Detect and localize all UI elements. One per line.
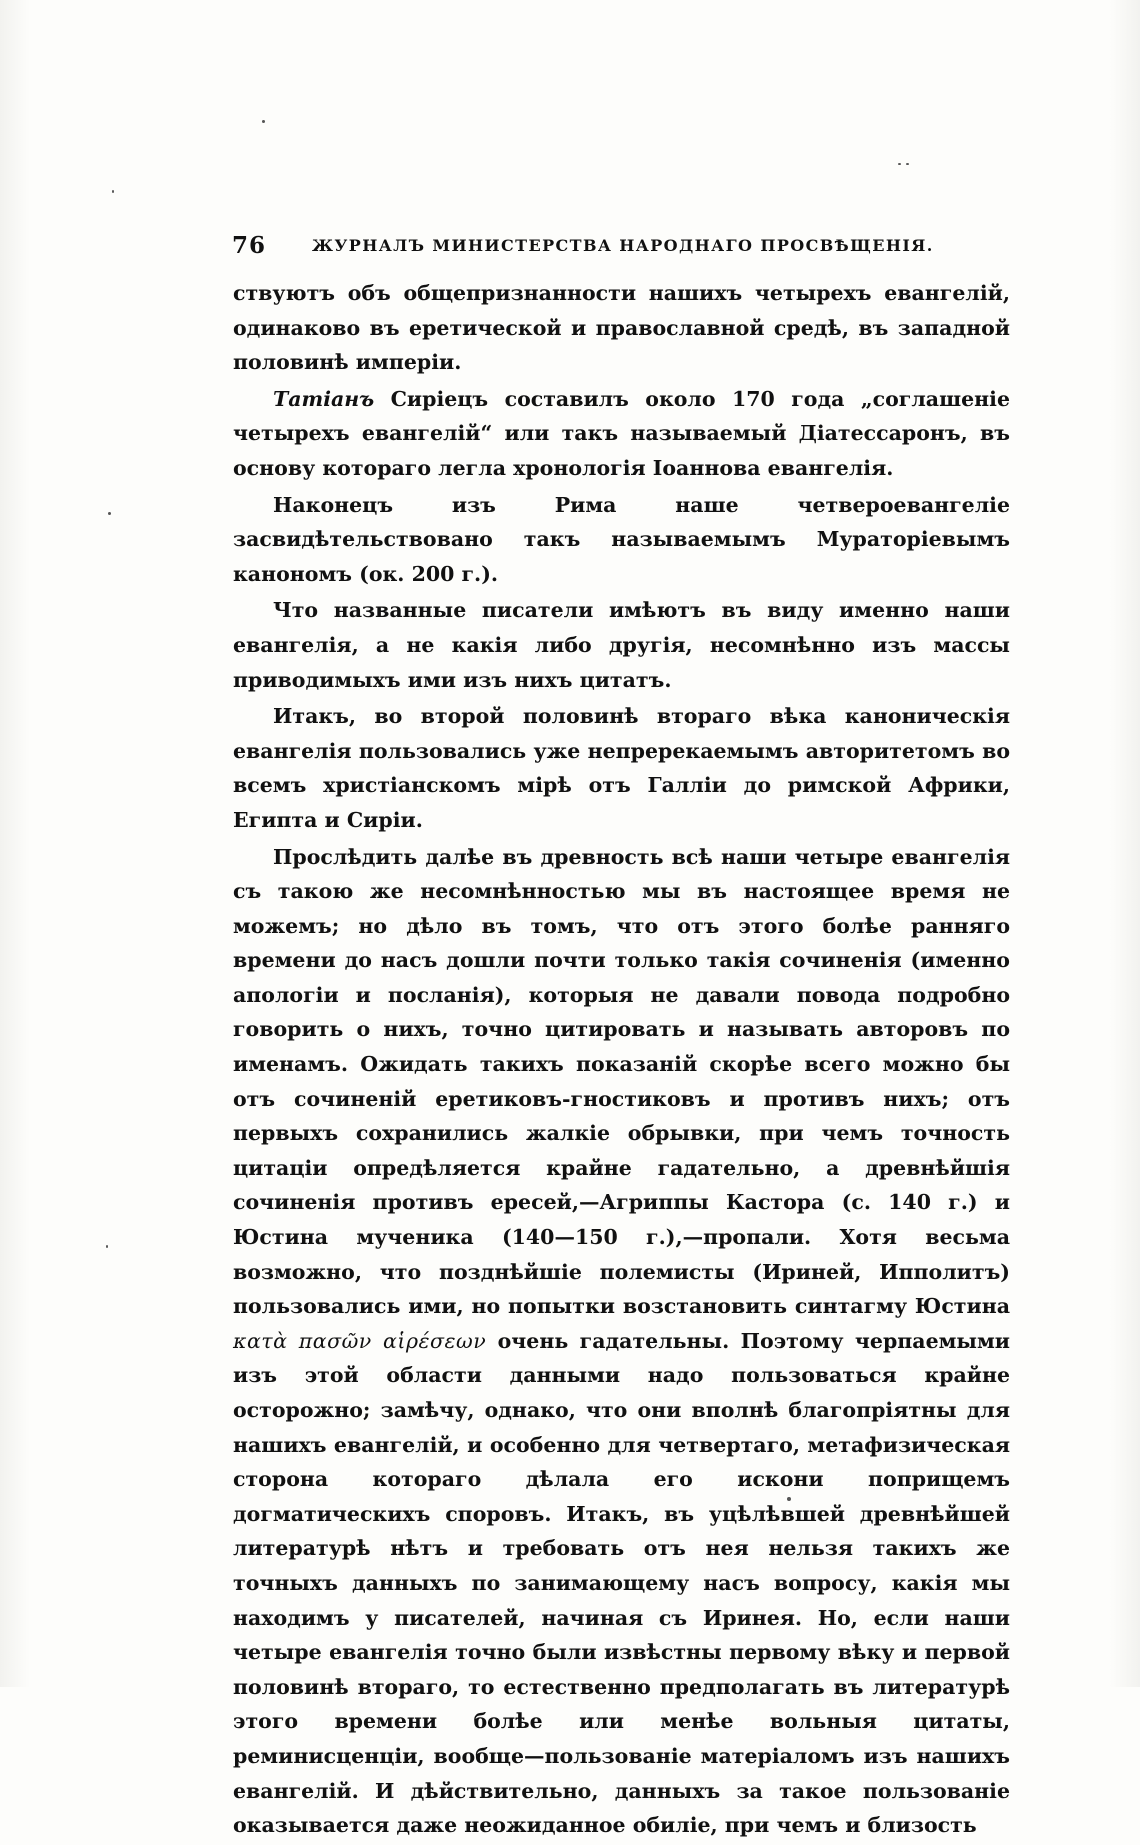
paragraph [233,840,1010,1843]
paragraph-text: очень гадательны. Поэтому черпаемыми изъ этой области данными надо пользоваться крайне осторожно; замѣчу, однако, что они вполнѣ благопріятны для нашихъ евангелій, и особенно для четвертаго, метафизическая сторона котораго дѣлала его искони поприщемъ догматическихъ споровъ. Итакъ, въ уцѣлѣвшей древнѣйшей литературѣ нѣтъ и требовать отъ нея нельзя такихъ же точныхъ данныхъ по занимающему насъ вопросу, какія мы находимъ у писателей, начиная съ Иринея. Но, если наши четыре евангелія точно были извѣстны первому вѣку и первой половинѣ втораго, то естественно предполагать въ литературѣ этого времени болѣе или менѣе вольныя цитаты, реминисценціи, вообще—пользованіе матеріаломъ изъ нашихъ евангелій. И дѣйствительно, данныхъ за такое пользованіе оказывается даже неожиданное обиліе, при чемъ и близость [233,1328,1010,1838]
scan-speck [108,512,111,515]
paragraph [233,593,1010,697]
paragraph [233,488,1010,592]
paragraph [233,276,1010,380]
paragraph-text: ствуютъ объ общепризнанности нашихъ четырехъ евангелій, одинаково въ еретической и православной средѣ, въ западной половинѣ имперіи. [233,281,1010,375]
scan-speck [898,163,901,165]
paragraph-text: Наконецъ изъ Рима наше четвероевангеліе засвидѣтельствовано такъ называемымъ Мураторіевымъ канономъ (ок. 200 г.). [233,492,1010,586]
greek-title: κατὰ πασῶν αἱρέσεων [233,1328,487,1353]
paragraph-text: Прослѣдить далѣе въ древность всѣ наши четыре евангелія съ такою же несомнѣнностью мы въ настоящее время не можемъ; но дѣло въ томъ, что отъ этого болѣе ранняго времени до насъ дошли почти только такія сочиненія (именно апологіи и посланія), которыя не давали повода подробно говорить о нихъ, точно цитировать и называть авторовъ по именамъ. Ожидать такихъ показаній скорѣе всего можно бы отъ сочиненій еретиковъ-гностиковъ и противъ нихъ; отъ первыхъ сохранились жалкіе обрывки, при чемъ точность цитаціи опредѣляется крайне гадательно, а древнѣйшія сочиненія противъ ересей,—Агриппы Кастора (с. 140 г.) и Юстина мученика (140—150 г.),—пропали. Хотя весьма возможно, что позднѣйшіе полемисты (Ириней, Ипполитъ) пользовались ими, но попытки возстановить синтагму Юстина [233,844,1010,1319]
page-number: 76 [232,232,267,259]
page-header [232,232,1012,262]
paragraph-text: Сиріецъ составилъ около 170 года „соглашеніе четырехъ евангелій“ или такъ называемый Діатессаронъ, въ основу котораго легла хронологія Іоаннова евангелія. [233,386,1010,480]
paragraph-text: Что названные писатели имѣютъ въ виду именно наши евангелія, а не какія либо другія, несомнѣнно изъ массы приводимыхъ ими изъ нихъ цитатъ. [233,598,1010,692]
paragraph-lead-name: Татіанъ [273,386,375,411]
paragraph [233,382,1010,486]
scan-speck [906,163,909,165]
paragraph-text: Итакъ, во второй половинѣ втораго вѣка каноническія евангелія пользовались уже непререкаемымъ авторитетомъ во всемъ христіанскомъ мірѣ отъ Галліи до римской Африки, Египта и Сиріи. [233,704,1010,832]
paragraph [233,699,1010,837]
body-text [233,276,1010,1845]
scan-shadow-right [1110,0,1140,1687]
scan-speck [112,190,114,193]
running-title: ЖУРНАЛЪ МИНИСТЕРСТВА НАРОДНАГО ПРОСВѢЩЕНІЯ. [312,236,934,255]
scan-speck [106,1245,108,1248]
scan-shadow-left [0,0,30,1687]
scan-speck [262,120,265,123]
